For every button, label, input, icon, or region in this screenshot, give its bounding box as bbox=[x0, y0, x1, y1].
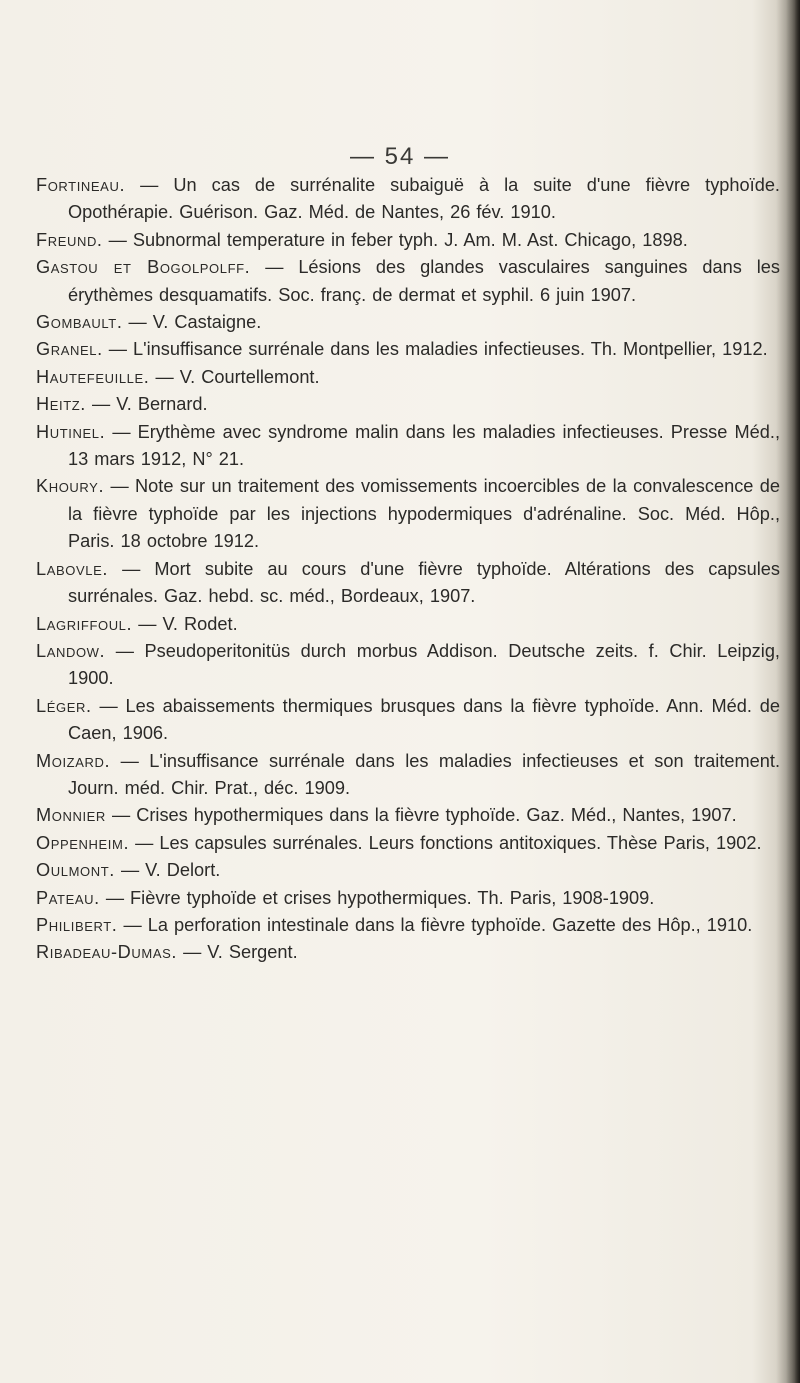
entry-text: — V. Castaigne. bbox=[122, 312, 262, 333]
entry-author: Gombault. bbox=[36, 312, 123, 333]
entry-text: — V. Sergent. bbox=[177, 942, 298, 963]
bibliography-entry bbox=[36, 611, 780, 638]
bibliography-entry bbox=[36, 939, 780, 966]
bibliography-entry bbox=[36, 419, 780, 474]
entry-author: Pateau. bbox=[36, 887, 100, 908]
entry-text: — V. Delort. bbox=[114, 860, 221, 881]
bibliography-entry bbox=[36, 364, 780, 391]
entry-text: — Les capsules surrénales. Leurs fonctions antitoxiques. Thèse Paris, 1902. bbox=[129, 832, 762, 853]
entry-author: Léger. bbox=[36, 695, 92, 716]
entry-author: Monnier bbox=[36, 805, 106, 826]
entry-text: — Erythème avec syndrome malin dans les maladies infectieuses. Presse Méd., 13 mars 1912, N° 21. bbox=[68, 421, 780, 470]
bibliography-entry bbox=[36, 391, 780, 418]
bibliography-entry bbox=[36, 172, 780, 227]
entry-text: — Pseudoperitonitüs durch morbus Addison. Deutsche zeits. f. Chir. Leipzig, 1900. bbox=[68, 640, 780, 689]
entry-text: — Fièvre typhoïde et crises hypothermiques. Th. Paris, 1908-1909. bbox=[99, 887, 655, 908]
entry-text: — Note sur un traitement des vomissements incoercibles de la convalescence de la fièvre typhoïde par les injections hypodermiques d'adrénaline. Soc. Méd. Hôp., Paris. 18 octobre 1912. bbox=[68, 476, 780, 552]
entry-author: Ribadeau-Dumas. bbox=[36, 942, 178, 963]
bibliography-entry bbox=[36, 693, 780, 748]
entry-text: — L'insuffisance surrénale dans les maladies infectieuses. Th. Montpellier, 1912. bbox=[102, 339, 768, 360]
entry-author: Hutinel. bbox=[36, 421, 106, 442]
entry-author: Labovle. bbox=[36, 558, 108, 579]
entry-author: Granel. bbox=[36, 339, 103, 360]
entry-text: — V. Courtellemont. bbox=[149, 366, 320, 387]
entry-text: — Subnormal temperature in feber typh. J. Am. M. Ast. Chicago, 1898. bbox=[102, 229, 688, 250]
entry-text: — Crises hypothermiques dans la fièvre typhoïde. Gaz. Méd., Nantes, 1907. bbox=[105, 805, 737, 826]
bibliography-list bbox=[36, 172, 780, 967]
bibliography-entry bbox=[36, 885, 780, 912]
bibliography-entry bbox=[36, 748, 780, 803]
bibliography-entry bbox=[36, 254, 780, 309]
entry-author: Landow. bbox=[36, 640, 106, 661]
entry-text: — Lésions des glandes vasculaires sanguines dans les érythèmes desquamatifs. Soc. franç. de dermat et syphil. 6 juin 1907. bbox=[68, 257, 780, 305]
bibliography-entry bbox=[36, 556, 780, 611]
entry-text: — Un cas de surrénalite subaiguë à la suite d'une fièvre typhoïde. Opothérapie. Guérison. Gaz. Méd. de Nantes, 26 fév. 1910. bbox=[68, 175, 780, 223]
bibliography-entry bbox=[36, 802, 780, 829]
bibliography-entry bbox=[36, 336, 780, 363]
entry-text: — V. Rodet. bbox=[132, 613, 238, 634]
entry-author: Khoury. bbox=[36, 476, 105, 497]
entry-text: — Mort subite au cours d'une fièvre typhoïde. Altérations des capsules surrénales. Gaz. hebd. sc. méd., Bordeaux, 1907. bbox=[68, 558, 780, 607]
entry-text: — L'insuffisance surrénale dans les maladies infectieuses et son traitement. Journ. méd. Chir. Prat., déc. 1909. bbox=[68, 750, 780, 798]
entry-author: Oppenheim. bbox=[36, 832, 130, 853]
entry-author: Oulmont. bbox=[36, 860, 115, 881]
page-edge-shadow bbox=[786, 0, 800, 1383]
bibliography-entry bbox=[36, 309, 780, 336]
bibliography-entry bbox=[36, 638, 780, 693]
bibliography-entry bbox=[36, 830, 780, 857]
entry-author: Freund. bbox=[36, 229, 103, 250]
entry-author: Philibert. bbox=[36, 914, 118, 935]
bibliography-entry bbox=[36, 857, 780, 884]
entry-author: Hautefeuille. bbox=[36, 366, 150, 387]
entry-text: — Les abaissements thermiques brusques dans la fièvre typhoïde. Ann. Méd. de Caen, 1906. bbox=[68, 695, 780, 744]
bibliography-entry bbox=[36, 912, 780, 939]
entry-text: — V. Bernard. bbox=[85, 394, 208, 415]
entry-author: Lagriffoul. bbox=[36, 613, 133, 634]
entry-author: Moizard. bbox=[36, 750, 111, 771]
page-number: — 54 — bbox=[349, 143, 451, 170]
entry-text: — La perforation intestinale dans la fièvre typhoïde. Gazette des Hôp., 1910. bbox=[117, 914, 753, 935]
entry-author: Gastou et Bogolpolff. bbox=[36, 257, 251, 278]
bibliography-entry bbox=[36, 473, 780, 555]
bibliography-entry bbox=[36, 227, 780, 254]
entry-author: Heitz. bbox=[36, 394, 86, 415]
entry-author: Fortineau. bbox=[36, 175, 126, 195]
